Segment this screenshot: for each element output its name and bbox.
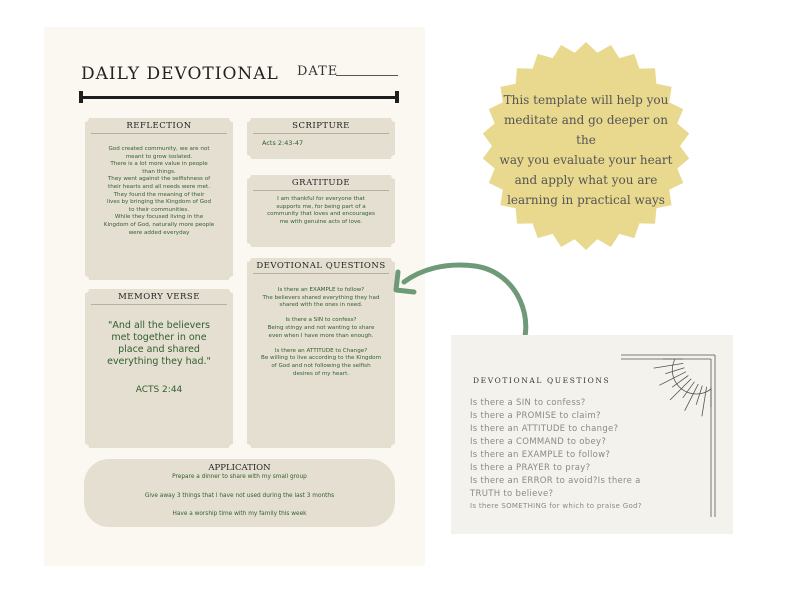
question-item: Is there an ERROR to avoid?Is there a (470, 476, 641, 486)
reflection-line: God created community, we are not (108, 146, 210, 152)
question-item: Is there SOMETHING for which to praise God? (470, 502, 642, 510)
box-notch (391, 171, 399, 179)
application-heading: APPLICATION (208, 463, 271, 473)
question-item: Is there an ATTITUDE to change? (470, 424, 619, 434)
question-item: Is there a PROMISE to claim? (470, 411, 601, 421)
gratitude-line: I am thankful for everyone that (277, 196, 365, 202)
box-notch (229, 276, 237, 284)
badge-text (494, 90, 678, 210)
verse-line: everything they had." (107, 356, 211, 367)
badge-line: and apply what you are (514, 173, 658, 187)
reflection-line: lives by bringing the Kingdom of God (106, 199, 212, 206)
reflection-line: to their communities. (128, 206, 190, 213)
devotional-questions-heading: DEVOTIONAL QUESTIONS (247, 258, 395, 274)
reflection-line: Kingdom of God, naturally more people (103, 221, 215, 228)
question-line: desires of my heart. (292, 370, 350, 377)
reflection-box (85, 118, 233, 280)
question-line: even when I have more than enough. (268, 332, 374, 339)
memory-verse-reference: ACTS 2:44 (135, 385, 183, 395)
badge-line: meditate and go deeper on the (504, 113, 668, 147)
question-line: Is there a SIN to confess? (285, 317, 357, 324)
sun-ray (696, 386, 702, 405)
question-line: Be willing to live according to the Kingdom (260, 355, 382, 362)
application-line: Give away 3 things that I have not used during the last 3 months (144, 493, 335, 499)
box-notch (391, 114, 399, 122)
question-item: Is there a SIN to confess? (470, 398, 586, 408)
question-item: Is there an EXAMPLE to follow? (470, 450, 611, 460)
question-line: of God and not following the selfish (271, 362, 371, 369)
verse-line: place and shared (118, 344, 200, 355)
reflection-heading: REFLECTION (85, 118, 233, 134)
question-line: Is there an EXAMPLE to follow? (277, 287, 365, 293)
devotional-questions-box (247, 258, 395, 448)
box-notch (243, 254, 251, 262)
badge-line: way you evaluate your heart (499, 153, 673, 167)
box-notch (243, 171, 251, 179)
verse-line: "And all the believers (108, 320, 210, 331)
sun-ray (702, 387, 707, 417)
gratitude-line: me with genuine acts of love. (279, 218, 363, 225)
reflection-line: While they focused living in the (114, 214, 204, 221)
scripture-heading: SCRIPTURE (247, 118, 395, 134)
box-notch (81, 276, 89, 284)
box-notch (243, 243, 251, 251)
box-notch (243, 114, 251, 122)
sun-ray (654, 363, 684, 368)
question-line (249, 340, 393, 348)
application-line: Have a worship time with my family this week (172, 511, 307, 517)
gratitude-text (250, 196, 392, 226)
date-label: DATE (297, 64, 339, 79)
sunburst-icon (619, 349, 723, 521)
date-field (336, 74, 398, 76)
box-notch (391, 243, 399, 251)
box-notch (229, 114, 237, 122)
divider-cap-right (395, 91, 399, 103)
box-notch (243, 155, 251, 163)
reflection-line: their hearts and all needs were met. (108, 183, 210, 190)
gratitude-heading: GRATITUDE (247, 175, 395, 191)
memory-verse-box (85, 289, 233, 448)
sun-ray (665, 368, 684, 374)
memory-verse-text (89, 320, 229, 368)
memory-verse-heading: MEMORY VERSE (85, 289, 233, 305)
sheet-title: DAILY DEVOTIONAL (81, 64, 279, 84)
application-box (84, 459, 395, 527)
title-divider (80, 96, 398, 99)
badge-line: This template will help you (503, 93, 669, 107)
box-notch (81, 444, 89, 452)
verse-line: met together in one (111, 332, 207, 343)
gratitude-box (247, 175, 395, 247)
question-item: TRUTH to believe? (470, 489, 554, 499)
reflection-line: They found the meaning of their (113, 191, 205, 198)
badge-line: learning in practical ways (507, 193, 665, 207)
box-notch (81, 285, 89, 293)
sun-ray (685, 384, 699, 411)
box-notch (391, 155, 399, 163)
application-line: Prepare a dinner to share with my small group (172, 474, 307, 480)
scripture-text: Acts 2:43-47 (262, 139, 304, 147)
question-line: shared with the ones in need. (279, 302, 363, 309)
sun-ray (670, 379, 691, 400)
reflection-line: than things. (142, 168, 176, 175)
questions-card (451, 335, 733, 534)
question-line (249, 310, 393, 318)
scripture-box (247, 118, 395, 159)
question-line: Being stingy and not wanting to share (267, 324, 375, 331)
reflection-line: There is a lot more value in people (110, 161, 208, 168)
devotional-sheet (44, 27, 425, 566)
devotional-questions-text (249, 287, 393, 378)
divider-cap-left (79, 91, 83, 103)
box-notch (243, 444, 251, 452)
box-notch (81, 114, 89, 122)
question-item: Is there a PRAYER to pray? (470, 463, 591, 473)
reflection-line: meant to grow isolated. (125, 153, 193, 160)
gratitude-line: community that loves and encourages (267, 211, 375, 218)
box-notch (391, 444, 399, 452)
question-line: The believers shared everything they had (262, 294, 380, 301)
reflection-line: They went against the selfishness of (107, 176, 211, 183)
question-line: Is there an ATTITUDE to Change? (274, 347, 368, 354)
reflection-line: were added everyday (128, 229, 190, 236)
question-item: Is there a COMMAND to obey? (470, 437, 607, 447)
questions-card-title: DEVOTIONAL QUESTIONS (473, 376, 611, 385)
box-notch (229, 285, 237, 293)
box-notch (229, 444, 237, 452)
gratitude-line: supports me, for being part of a (276, 203, 366, 210)
reflection-text (88, 146, 230, 237)
